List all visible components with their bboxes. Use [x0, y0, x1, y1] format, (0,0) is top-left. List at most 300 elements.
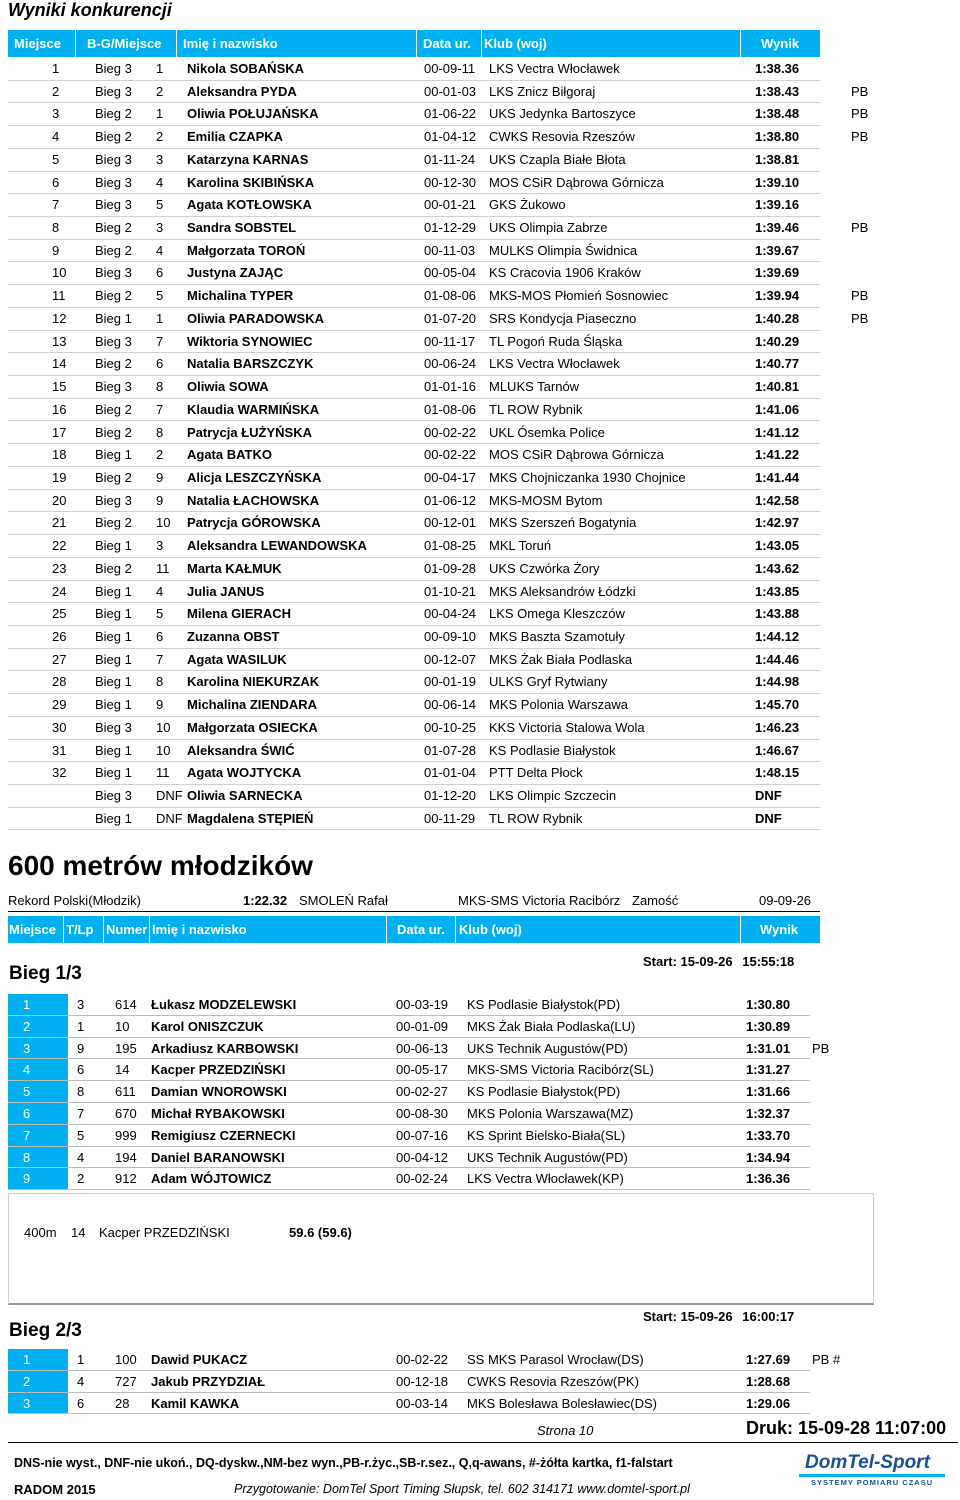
cell-birth-date: 00-12-07 — [424, 651, 477, 667]
result-row — [8, 762, 820, 785]
cell-result: 1:30.89 — [746, 1018, 791, 1034]
cell-athlete-name: Kamil KAWKA — [151, 1395, 240, 1411]
cell-heat-place: 1 — [156, 310, 164, 326]
cell-birth-date: 01-11-24 — [424, 151, 476, 167]
cell-birth-date: 00-06-13 — [396, 1040, 449, 1056]
result-row — [8, 808, 820, 831]
heat-row — [8, 1038, 830, 1060]
cell-athlete-name: Karolina SKIBIŃSKA — [187, 174, 315, 190]
cell-place: 1 — [23, 1352, 31, 1367]
cell-birth-date: 01-07-28 — [424, 742, 477, 758]
result-row — [8, 717, 820, 740]
cell-result: 1:31.66 — [746, 1084, 791, 1100]
cell-club: TL ROW Rybnik — [489, 810, 583, 826]
cell-result: 1:28.68 — [746, 1373, 791, 1389]
cell-place: 23 — [52, 560, 67, 576]
record-label: Rekord Polski(Młodzik) — [8, 893, 141, 908]
cell-heat: Bieg 1 — [95, 674, 132, 690]
cell-club: LKS Olimpic Szczecin — [489, 788, 617, 804]
cell-result: 1:31.01 — [746, 1040, 791, 1056]
cell-heat-place: 5 — [156, 606, 164, 622]
cell-place: 2 — [23, 1018, 31, 1034]
cell-club: ULKS Gryf Rytwiany — [489, 674, 608, 690]
cell-result: 1:48.15 — [755, 765, 800, 781]
cell-club: GKS Żukowo — [489, 197, 566, 213]
cell-heat: Bieg 3 — [95, 265, 132, 281]
cell-heat: Bieg 2 — [95, 424, 132, 440]
cell-club: PTT Delta Płock — [489, 765, 583, 781]
result-row — [8, 444, 820, 467]
cell-club: CWKS Resovia Rzeszów — [489, 129, 635, 145]
cell-heat-place: 8 — [156, 379, 164, 395]
result-row — [8, 603, 820, 626]
cell-result: 1:38.48 — [755, 106, 800, 122]
cell-club: MKS Baszta Szamotuły — [489, 629, 625, 644]
cell-result: 1:40.81 — [755, 379, 800, 395]
heat-2-start-time: 16:00:17 — [742, 1309, 795, 1324]
cell-heat-place: 4 — [156, 174, 164, 190]
cell-birth-date: 01-04-12 — [424, 129, 477, 145]
cell-athlete-name: Łukasz MODZELEWSKI — [151, 997, 297, 1012]
col-result: Wynik — [760, 922, 799, 937]
heat-row — [8, 1081, 810, 1103]
cell-result: 1:39.67 — [755, 242, 800, 258]
cell-result: 1:40.77 — [755, 356, 800, 372]
cell-athlete-name: Aleksandra PYDA — [187, 83, 297, 99]
cell-heat: Bieg 3 — [95, 61, 132, 76]
cell-heat-place: 3 — [156, 220, 164, 236]
cell-lane: 1 — [77, 1352, 85, 1367]
cell-birth-date: 00-12-01 — [424, 515, 477, 531]
result-row — [8, 422, 820, 445]
cell-athlete-name: Kacper PRZEDZIŃSKI — [151, 1062, 286, 1078]
cell-place: 31 — [52, 742, 67, 758]
record-club: MKS-SMS Victoria Racibórz — [458, 893, 621, 908]
cell-result: 1:43.05 — [755, 538, 800, 554]
cell-result: 1:40.28 — [755, 310, 800, 326]
cell-athlete-name: Agata WASILUK — [187, 651, 287, 667]
cell-place: 27 — [52, 651, 67, 667]
cell-result: 1:44.12 — [755, 629, 800, 644]
logo-subtitle: SYSTEMY POMIARU CZASU — [811, 1478, 934, 1487]
place-cell — [8, 1103, 68, 1124]
cell-birth-date: 00-04-24 — [424, 606, 477, 622]
cell-club: MKS Aleksandrów Łódzki — [489, 583, 636, 599]
result-row — [8, 467, 820, 490]
cell-birth-date: 01-12-20 — [424, 788, 477, 804]
cell-athlete-name: Klaudia WARMIŃSKA — [187, 401, 320, 417]
cell-club: KS Cracovia 1906 Kraków — [489, 265, 641, 281]
cell-lane: 5 — [77, 1127, 85, 1143]
result-row — [8, 217, 869, 240]
cell-bib: 999 — [115, 1127, 137, 1143]
cell-club: MKS Żak Biała Podlaska — [489, 651, 633, 667]
cell-birth-date: 00-05-04 — [424, 265, 477, 281]
cell-note: PB — [851, 106, 869, 122]
cell-note: PB # — [812, 1352, 841, 1367]
cell-club: MULKS Olimpia Świdnica — [489, 242, 638, 258]
cell-birth-date: 00-03-19 — [396, 997, 449, 1012]
cell-athlete-name: Agata KOTŁOWSKA — [187, 197, 312, 213]
heat-2-start-date: Start: 15-09-26 — [643, 1309, 733, 1324]
cell-heat: Bieg 1 — [95, 310, 132, 326]
cell-birth-date: 00-04-12 — [396, 1149, 449, 1165]
cell-athlete-name: Oliwia SARNECKA — [187, 788, 303, 804]
record-date: 09-09-26 — [759, 893, 812, 908]
heat-1-start-time: 15:55:18 — [742, 954, 795, 969]
col-lane: T/Lp — [66, 922, 94, 937]
cell-birth-date: 00-01-09 — [396, 1018, 449, 1034]
logo-underline — [799, 1474, 945, 1477]
cell-athlete-name: Oliwia POŁUJAŃSKA — [187, 106, 319, 122]
cell-lane: 2 — [77, 1171, 85, 1187]
cell-place: 12 — [52, 310, 67, 326]
place-cell — [8, 1016, 68, 1037]
heat-row — [8, 1147, 810, 1169]
cell-club: KS Podlasie Białystok — [489, 742, 616, 758]
cell-heat: Bieg 3 — [95, 492, 132, 508]
cell-athlete-name: Dawid PUKACZ — [151, 1352, 248, 1367]
cell-result: 1:34.94 — [746, 1149, 791, 1165]
cell-result: 1:38.80 — [755, 129, 800, 145]
cell-place: 19 — [52, 469, 67, 485]
cell-heat: Bieg 3 — [95, 174, 132, 190]
cell-club: KKS Victoria Stalowa Wola — [489, 719, 645, 735]
cell-birth-date: 00-07-16 — [396, 1127, 449, 1143]
cell-note: PB — [851, 83, 869, 99]
heat-row — [8, 1349, 841, 1371]
cell-place: 25 — [52, 606, 67, 622]
cell-birth-date: 00-01-19 — [424, 674, 477, 690]
cell-athlete-name: Milena GIERACH — [187, 606, 292, 622]
cell-place: 1 — [52, 61, 60, 76]
cell-birth-date: 00-04-17 — [424, 469, 477, 485]
cell-club: SRS Kondycja Piaseczno — [489, 310, 637, 326]
cell-result: 1:27.69 — [746, 1352, 791, 1367]
cell-result: 1:41.44 — [755, 469, 800, 485]
cell-club: TL Pogoń Ruda Śląska — [489, 333, 623, 349]
result-row — [8, 399, 820, 422]
cell-club: SS MKS Parasol Wrocław(DS) — [467, 1352, 644, 1367]
place-cell — [8, 1038, 68, 1059]
cell-place: 6 — [23, 1106, 31, 1121]
heat-1-start — [643, 954, 794, 969]
col-birth: Data ur. — [397, 922, 445, 937]
record-place: Zamość — [632, 893, 679, 908]
cell-lane: 6 — [77, 1395, 85, 1411]
cell-bib: 194 — [115, 1149, 137, 1165]
result-row — [8, 558, 820, 581]
cell-place: 21 — [52, 515, 67, 531]
cell-birth-date: 00-02-22 — [424, 447, 477, 463]
cell-birth-date: 01-06-22 — [424, 106, 477, 122]
cell-place: 26 — [52, 629, 67, 644]
cell-club: KS Podlasie Białystok(PD) — [467, 997, 621, 1012]
cell-note: PB — [851, 129, 869, 145]
cell-athlete-name: Adam WÓJTOWICZ — [151, 1171, 272, 1187]
cell-athlete-name: Natalia ŁACHOWSKA — [187, 492, 320, 508]
cell-club: MKS-MOSM Bytom — [489, 492, 603, 508]
cell-bib: 670 — [115, 1106, 137, 1121]
col-club: Klub (woj) — [459, 922, 522, 937]
cell-athlete-name: Oliwia PARADOWSKA — [187, 310, 324, 326]
cell-birth-date: 00-02-27 — [396, 1084, 449, 1100]
cell-birth-date: 00-01-03 — [424, 83, 477, 99]
cell-heat: Bieg 3 — [95, 379, 132, 395]
cell-lane: 9 — [77, 1040, 85, 1056]
cell-heat: Bieg 2 — [95, 242, 132, 258]
cell-birth-date: 00-09-10 — [424, 629, 477, 644]
cell-birth-date: 00-01-21 — [424, 197, 477, 213]
cell-result: 1:46.67 — [755, 742, 800, 758]
cell-birth-date: 01-01-16 — [424, 379, 477, 395]
cell-heat: Bieg 3 — [95, 788, 132, 804]
cell-place: 10 — [52, 265, 67, 281]
result-row — [8, 81, 869, 104]
cell-heat-place: 10 — [156, 515, 171, 531]
cell-place: 3 — [52, 106, 60, 122]
cell-birth-date: 00-02-24 — [396, 1171, 449, 1187]
result-row — [8, 740, 820, 763]
cell-heat: Bieg 2 — [95, 220, 132, 236]
result-row — [8, 353, 820, 376]
cell-athlete-name: Aleksandra ŚWIĆ — [187, 742, 295, 758]
cell-heat-place: 11 — [156, 560, 170, 576]
cell-birth-date: 00-12-30 — [424, 174, 477, 190]
cell-birth-date: 01-10-21 — [424, 583, 477, 599]
heat-row — [8, 994, 810, 1016]
cell-heat-place: 8 — [156, 424, 164, 440]
cell-heat-place: 9 — [156, 469, 164, 485]
cell-birth-date: 00-05-17 — [396, 1062, 449, 1078]
cell-athlete-name: Michał RYBAKOWSKI — [151, 1106, 285, 1121]
cell-heat-place: 10 — [156, 719, 171, 735]
cell-bib: 195 — [115, 1040, 137, 1056]
split-lane: 14 — [71, 1225, 86, 1240]
col-result: Wynik — [761, 36, 800, 51]
cell-athlete-name: Arkadiusz KARBOWSKI — [151, 1040, 299, 1056]
cell-athlete-name: Justyna ZAJĄC — [187, 265, 284, 281]
cell-place: 4 — [23, 1062, 31, 1078]
cell-birth-date: 00-02-22 — [396, 1352, 449, 1367]
cell-place: 5 — [52, 151, 60, 167]
cell-bib: 611 — [115, 1084, 136, 1100]
cell-athlete-name: Małgorzata TOROŃ — [187, 242, 306, 258]
cell-birth-date: 00-12-18 — [396, 1373, 449, 1389]
cell-heat-place: 6 — [156, 629, 164, 644]
cell-athlete-name: Karolina NIEKURZAK — [187, 674, 320, 690]
cell-club: UKS Technik Augustów(PD) — [467, 1040, 628, 1056]
cell-heat: Bieg 1 — [95, 651, 132, 667]
cell-heat: Bieg 2 — [95, 356, 132, 372]
cell-club: MKS Polonia Warszawa(MZ) — [467, 1106, 634, 1121]
record-time: 1:22.32 — [243, 893, 288, 908]
cell-club: LKS Vectra Włocławek — [489, 356, 620, 372]
cell-heat: Bieg 1 — [95, 447, 132, 463]
result-row — [8, 194, 820, 217]
cell-club: MKL Toruń — [489, 538, 552, 554]
cell-result: 1:41.06 — [755, 401, 800, 417]
result-row — [8, 376, 820, 399]
split-distance: 400m — [24, 1225, 57, 1240]
cell-club: MKS-MOS Płomień Sosnowiec — [489, 288, 669, 304]
results-header — [8, 30, 820, 57]
cell-birth-date: 01-08-06 — [424, 401, 477, 417]
result-row — [8, 649, 820, 672]
domtel-logo — [797, 1452, 947, 1492]
result-row — [8, 331, 820, 354]
cell-heat: Bieg 1 — [95, 742, 132, 758]
cell-athlete-name: Małgorzata OSIECKA — [187, 719, 318, 735]
cell-athlete-name: Jakub PRZYDZIAŁ — [151, 1373, 266, 1389]
cell-heat-place: 6 — [156, 265, 164, 281]
cell-heat: Bieg 1 — [95, 629, 132, 644]
cell-note: PB — [812, 1040, 830, 1056]
col-club: Klub (woj) — [484, 36, 547, 51]
cell-result: 1:43.85 — [755, 583, 800, 599]
cell-athlete-name: Patrycja ŁUŻYŃSKA — [187, 424, 312, 440]
heat-2-title: Bieg 2/3 — [9, 1320, 82, 1341]
cell-heat-place: 2 — [156, 129, 164, 145]
cell-club: MKS Bolesława Bolesławiec(DS) — [467, 1395, 658, 1411]
cell-club: UKS Czwórka Żory — [489, 560, 600, 576]
cell-heat-place: 10 — [156, 742, 171, 758]
cell-birth-date: 01-07-20 — [424, 310, 477, 326]
cell-heat: Bieg 2 — [95, 106, 132, 122]
cell-place: 32 — [52, 765, 67, 781]
cell-athlete-name: Nikola SOBAŃSKA — [187, 61, 305, 76]
cell-birth-date: 00-11-29 — [424, 810, 476, 826]
cell-result: 1:39.10 — [755, 174, 800, 190]
cell-club: MKS Chojniczanka 1930 Chojnice — [489, 469, 686, 485]
cell-bib: 614 — [115, 997, 137, 1012]
cell-athlete-name: Magdalena STĘPIEŃ — [187, 810, 314, 826]
cell-birth-date: 01-06-12 — [424, 492, 477, 508]
col-heat-place: B-G/Miejsce — [87, 36, 162, 51]
heat-1-title: Bieg 1/3 — [9, 963, 82, 984]
cell-bib: 912 — [115, 1171, 137, 1187]
col-place: Miejsce — [9, 922, 56, 937]
cell-athlete-name: Katarzyna KARNAS — [187, 151, 309, 167]
result-row — [8, 512, 820, 535]
col-name: Imię i nazwisko — [183, 36, 278, 51]
cell-club: UKS Olimpia Zabrze — [489, 220, 608, 236]
cell-place: 17 — [52, 424, 67, 440]
cell-heat: Bieg 1 — [95, 810, 132, 826]
cell-heat: Bieg 2 — [95, 560, 132, 576]
cell-heat-place: 1 — [156, 61, 164, 76]
cell-place: 24 — [52, 583, 67, 599]
place-cell — [8, 1168, 68, 1189]
cell-birth-date: 01-09-28 — [424, 560, 477, 576]
cell-athlete-name: Wiktoria SYNOWIEC — [187, 333, 313, 349]
cell-birth-date: 00-11-17 — [424, 333, 476, 349]
split-name: Kacper PRZEDZIŃSKI — [99, 1225, 230, 1240]
cell-club: TL ROW Rybnik — [489, 401, 583, 417]
result-row — [8, 535, 820, 558]
cell-heat-place: 11 — [156, 765, 170, 781]
prepared-by: Przygotowanie: DomTel Sport Timing Słupsk, tel. 602 314171 www.domtel-sport.pl — [234, 1482, 690, 1496]
result-row — [8, 581, 820, 604]
cell-athlete-name: Marta KAŁMUK — [187, 560, 282, 576]
cell-birth-date: 00-11-03 — [424, 242, 476, 258]
cell-result: 1:39.16 — [755, 197, 800, 213]
cell-heat: Bieg 2 — [95, 515, 132, 531]
result-row — [8, 172, 820, 195]
cell-heat: Bieg 2 — [95, 469, 132, 485]
cell-result: 1:44.98 — [755, 674, 800, 690]
event-name: RADOM 2015 — [14, 1482, 96, 1497]
cell-club: UKL Ósemka Police — [489, 424, 605, 440]
cell-heat: Bieg 1 — [95, 538, 132, 554]
cell-result: 1:31.27 — [746, 1062, 791, 1078]
result-row — [8, 103, 869, 126]
event-title: 600 metrów młodzików — [8, 850, 313, 881]
cell-place: 18 — [52, 447, 67, 463]
cell-note: PB — [851, 220, 869, 236]
result-row — [8, 58, 820, 81]
cell-club: LKS Vectra Włocławek — [489, 61, 620, 76]
cell-place: 13 — [52, 333, 67, 349]
cell-place: 2 — [52, 83, 60, 99]
cell-athlete-name: Emilia CZAPKA — [187, 129, 284, 145]
logo-text: DomTel-Sport — [805, 1452, 930, 1473]
cell-bib: 10 — [115, 1018, 130, 1034]
cell-heat-place: 9 — [156, 492, 164, 508]
cell-heat-place: 4 — [156, 583, 164, 599]
heat-2-start — [643, 1309, 794, 1324]
cell-heat-place: 2 — [156, 447, 164, 463]
heat-header — [8, 916, 820, 943]
cell-place: 29 — [52, 697, 67, 713]
place-cell — [8, 994, 68, 1015]
place-cell — [8, 1393, 68, 1414]
cell-result: 1:43.62 — [755, 560, 800, 576]
cell-place: 9 — [52, 242, 60, 258]
cell-place: 7 — [52, 197, 60, 213]
cell-club: UKS Technik Augustów(PD) — [467, 1149, 628, 1165]
heat-row — [8, 1016, 810, 1038]
cell-result: 1:38.36 — [755, 61, 800, 76]
result-row — [8, 308, 869, 331]
split-box — [8, 1193, 874, 1305]
col-place: Miejsce — [14, 36, 61, 51]
cell-heat: Bieg 3 — [95, 333, 132, 349]
cell-athlete-name: Agata BATKO — [187, 447, 272, 463]
cell-heat-place: 8 — [156, 674, 164, 690]
heat-row — [8, 1125, 810, 1147]
heat-row — [8, 1393, 810, 1415]
cell-club: LKS Omega Kleszczów — [489, 606, 625, 622]
cell-lane: 6 — [77, 1062, 85, 1078]
heat-row — [8, 1103, 810, 1125]
cell-club: LKS Vectra Włocławek(KP) — [467, 1171, 624, 1187]
cell-result: DNF — [755, 810, 782, 826]
cell-heat: Bieg 1 — [95, 583, 132, 599]
cell-heat: Bieg 1 — [95, 697, 132, 713]
cell-club: MOS CSiR Dąbrowa Górnicza — [489, 447, 664, 463]
heat-row — [8, 1059, 810, 1081]
cell-club: MKS Polonia Warszawa — [489, 697, 628, 713]
section-title: Wyniki konkurencji — [8, 0, 172, 20]
result-row — [8, 149, 820, 172]
cell-result: 1:41.22 — [755, 447, 800, 463]
cell-club: MLUKS Tarnów — [489, 379, 580, 395]
cell-lane: 1 — [77, 1018, 85, 1034]
cell-athlete-name: Karol ONISZCZUK — [151, 1018, 264, 1034]
record-holder: SMOLEŃ Rafał — [299, 893, 388, 908]
cell-club: MOS CSiR Dąbrowa Górnicza — [489, 174, 664, 190]
